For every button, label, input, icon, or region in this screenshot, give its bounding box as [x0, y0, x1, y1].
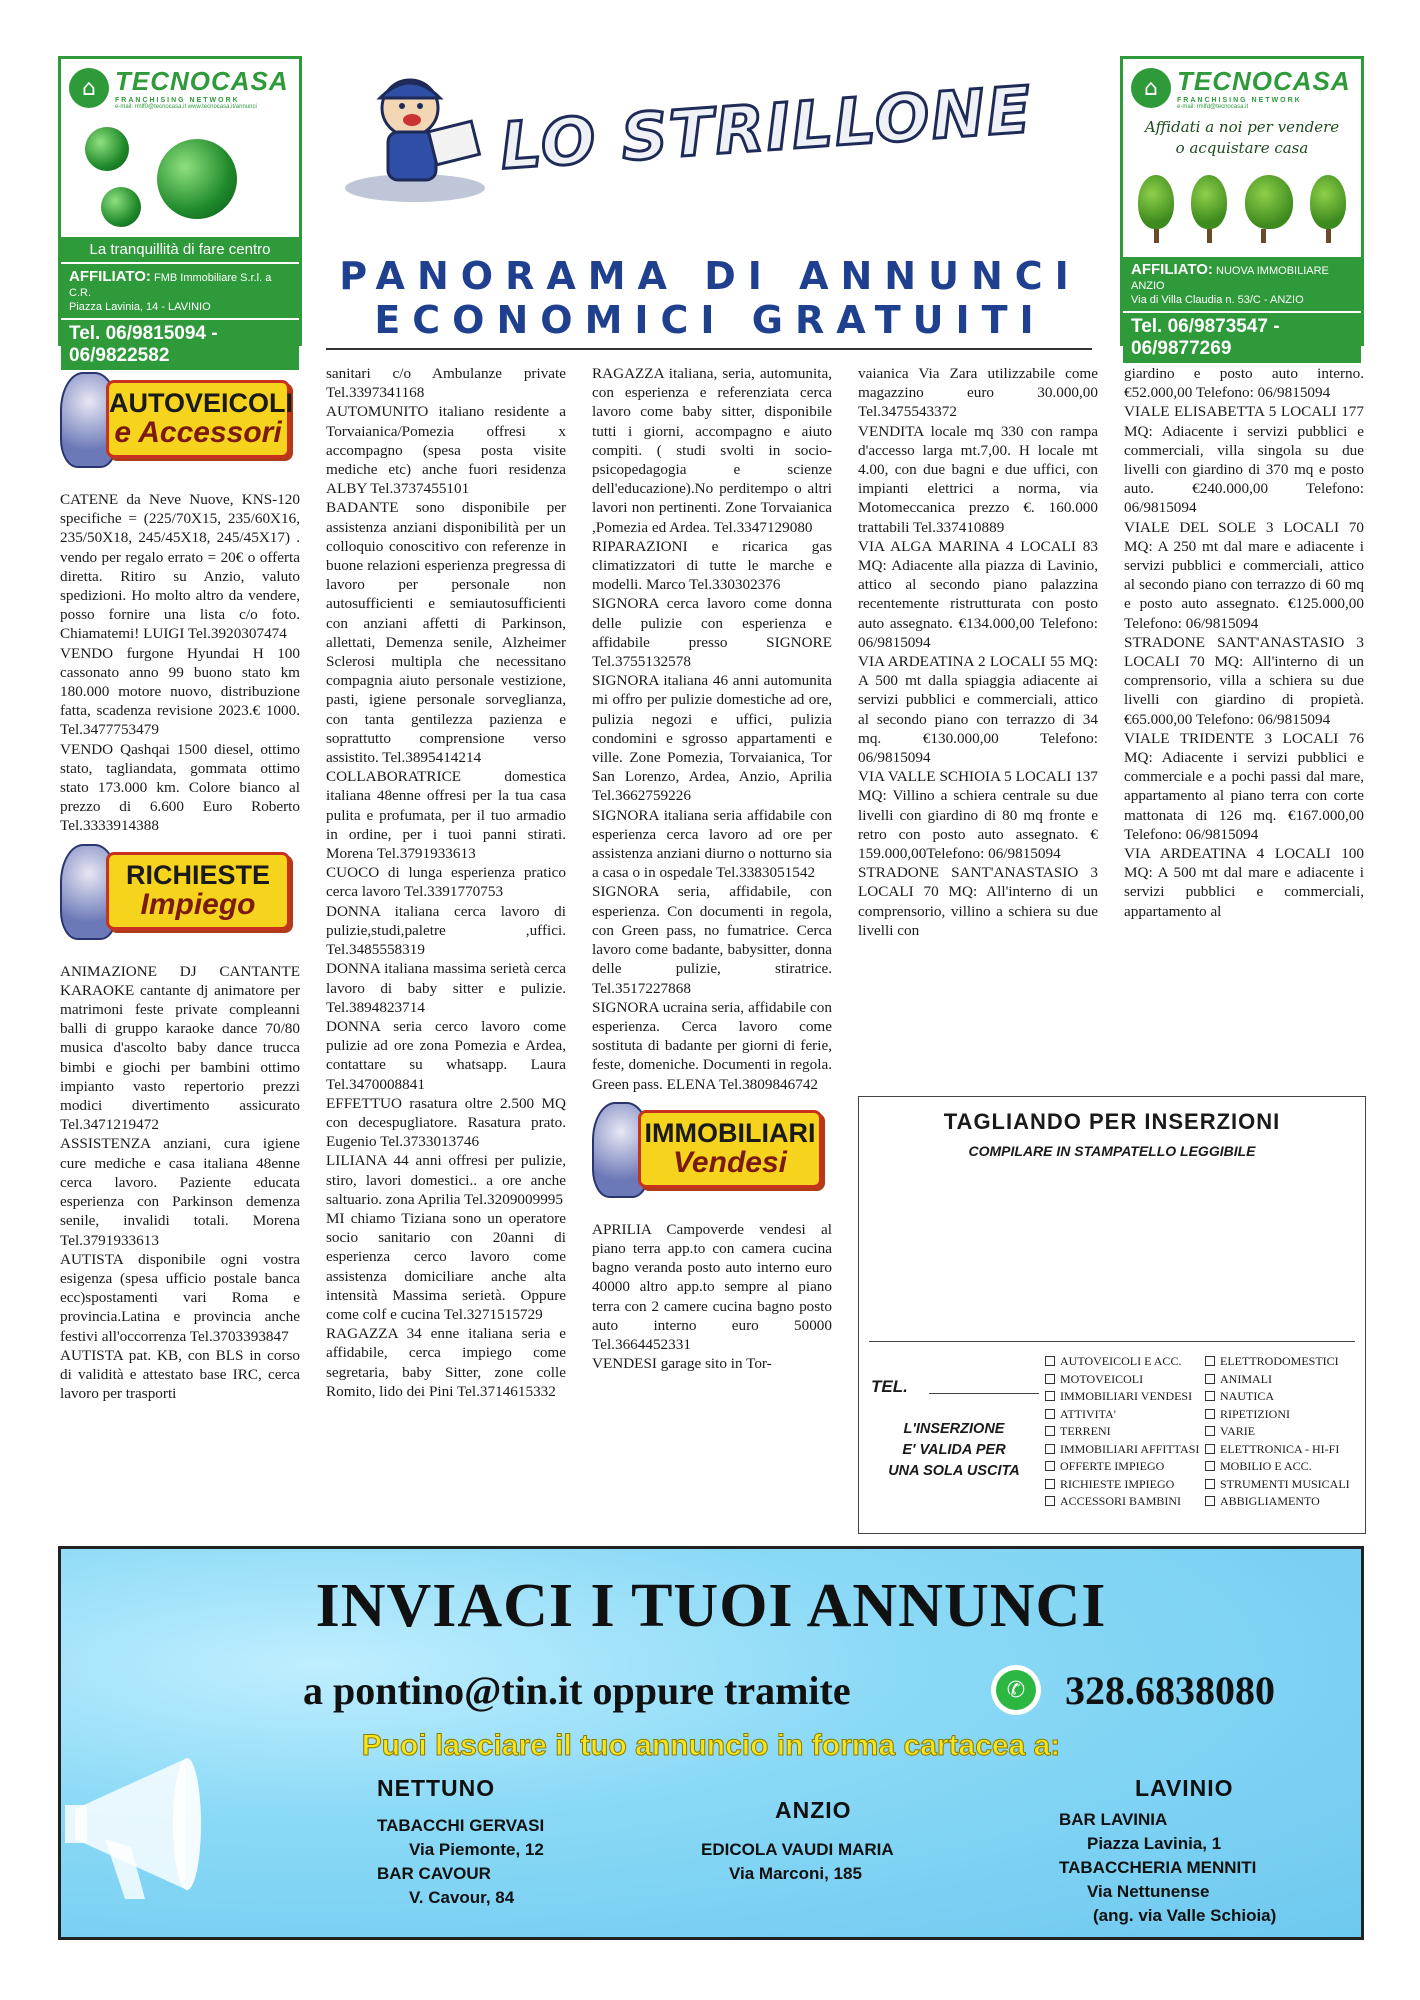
classified-ad: AUTOMUNITO italiano residente a Torvaianica/Pomezia offresi x accompagno (spesa posta visite mediche etc) anche fuori residenza ALBY Tel.3737455101 [326, 403, 566, 498]
classified-ad: STRADONE SANT'ANASTASIO 3 LOCALI 70 MQ: All'interno di un comprensorio, villino a schiera su due livelli con [858, 864, 1098, 939]
classified-ad: ANIMAZIONE DJ CANTANTE KARAOKE cantante dj animatore per matrimoni feste private compleanni balli di gruppo karaoke dance 70/80 musica d'ascolto baby dance trucca bimbi e giochi per bambini ottimo impianto vasto repertorio prezzi modici divertimento assicurato Tel.3471219472 [60, 962, 300, 1134]
classified-ad: SIGNORA italiana 46 anni automunita mi offro per pulizie domestiche ad ore, pulizia negozi e uffici, pulizia condomini e sgrosso appartamenti e ville. Zone Pomezia, Torvaianica, Tor San Lorenzo, Ardea, Anzio, Aprilia Tel.3662759226 [592, 672, 832, 805]
affiliate-label: AFFILIATO: [69, 268, 151, 285]
affiliate-name: NUOVA IMMOBILIARE ANZIO [1131, 265, 1329, 292]
classified-ad: SIGNORA cerca lavoro come donna delle pulizie con esperienza e affidabile presso SIGNORE Tel.3755132578 [592, 595, 832, 671]
classified-ad: RIPARAZIONI e ricarica gas climatizzatori di tutte le marche e modelli. Marco Tel.330302376 [592, 537, 832, 594]
classified-ad: COLLABORATRICE domestica italiana 48enne offresi per la tua casa pulita e profumata, per il tuo armadio in ordine, per i tuoi panni stirati. Morena Tel.3791933613 [326, 768, 566, 863]
house-logo-icon: ⌂ [1131, 68, 1171, 108]
classified-ad: AUTISTA disponibile ogni vostra esigenza (spesa ufficio postale banca ecc)spostamenti vari Roma e provincia.Latina e provincia anche festivi all'occorrenza Tel.3703393847 [60, 1250, 300, 1345]
category-auto [60, 370, 300, 482]
title-line-1: PANORAMA DI ANNUNCI [339, 254, 1081, 298]
classified-ad: MI chiamo Tiziana sono un operatore socio sanitario con 20anni di esperienza cerco lavoro come assistenza domiciliare anche alta intensità Massima serietà. Oppure come colf e cucina Tel.3271515729 [326, 1209, 566, 1323]
trees-image [1123, 159, 1361, 229]
whatsapp-icon: ✆ [991, 1665, 1041, 1715]
location-nettuno: NETTUNO TABACCHI GERVASI Via Piemonte, 12 BAR CAVOUR V. Cavour, 84 [377, 1775, 545, 1907]
category-checkbox[interactable]: MOBILIO E ACC. [1205, 1458, 1350, 1476]
classified-ad: VENDO furgone Hyundai H 100 cassonato anno 99 buono stato km 180.000 motore nuovo, distribuzione fatta, scadenza revisione 2023.€ 1000. Tel.3477753479 [60, 644, 300, 739]
banner-email-line[interactable]: a pontino@tin.it oppure tramite [303, 1668, 851, 1713]
tecnocasa-header [61, 59, 299, 117]
banner-title: INVIACI I TUOI ANNUNCI [315, 1572, 1107, 1640]
classified-ad: VIALE ELISABETTA 5 LOCALI 177 MQ: Adiacente i servizi pubblici e commerciali, villa singola su due livelli con giardino di 370 mq e posto auto. €240.000,00 Telefono: 06/9815094 [1124, 403, 1364, 517]
classified-ad: DONNA seria cerco lavoro come pulizie ad ore zona Pomezia e Ardea, contattare su whatsapp. Laura Tel.3470008841 [326, 1017, 566, 1093]
affiliate-label: AFFILIATO: [1131, 261, 1213, 278]
classified-ad: APRILIA Campoverde vendesi al piano terra app.to con camera cucina bagno veranda posto auto interno euro 40000 altro app.to sempre al piano terra con 2 camere cucina bagno posto auto interno euro 50000 Tel.3664452331 [592, 1220, 832, 1353]
category-checkbox[interactable]: VARIE [1205, 1423, 1350, 1441]
ad-tagline [1123, 117, 1361, 159]
brand-email: e-mail: rmlf0@tecnocasa.it www.tecnocasa.it/annunci [115, 104, 257, 110]
classified-ad: giardino e posto auto interno. €52.000,00 Telefono: 06/9815094 [1124, 365, 1364, 402]
classified-ad: DONNA italiana cerca lavoro di pulizie,studi,paletre ,uffici. Tel.3485558319 [326, 902, 566, 959]
tagline-line-2: o acquistare casa [1175, 139, 1309, 157]
column-5 [1124, 364, 1364, 1084]
classified-ad: VENDO Qashqai 1500 diesel, ottimo stato, tagliandata, gommata ottimo stato 173.000 km. Colore bianco al prezzo di 6.600 Euro Roberto Tel.3333914388 [60, 740, 300, 835]
tagline-line-1: Affidati a noi per vendere [1144, 118, 1340, 136]
category-checkbox[interactable]: ACCESSORI BAMBINI [1045, 1493, 1199, 1511]
category-checkbox[interactable]: IMMOBILIARI AFFITTASI [1045, 1441, 1199, 1459]
megaphone-icon [65, 1739, 265, 1909]
classified-ad: VIALE TRIDENTE 3 LOCALI 76 MQ: Adiacente i servizi pubblici e commerciale e a pochi passi dal mare, appartamento al piano terra con corte mattonata di 126 mq. €167.000,00 Telefono: 06/9815094 [1124, 729, 1364, 843]
classified-ad: SIGNORA italiana seria affidabile con esperienza cerca lavoro ad ore per assistenza anziani diurno o notturno sia a casa o in ospedale Tel.3383051542 [592, 806, 832, 882]
location-lavinio: LAVINIO BAR LAVINIA Piazza Lavinia, 1 TABACCHERIA MENNITI Via Nettunense (ang. via Valle Schioia) [1059, 1775, 1277, 1925]
slogan: La tranquillità di fare centro [61, 237, 299, 262]
banner-paper-line: Puoi lasciare il tuo annuncio in forma cartacea a: [361, 1729, 1061, 1762]
classified-ad: CATENE da Neve Nuove, KNS-120 specifiche = (225/70X15, 235/60X16, 235/50X18, 245/45X18, 245/45X17) . vendo per regalo errato = 20€ o offerta diretta. Ritiro su Anzio, valuto spedizioni. Ho molto altro da vendere, posso fornire una lista c/o foto. Chiamatemi! LUIGI Tel.3920307474 [60, 491, 300, 643]
category-label: IMMOBILIARI Vendesi [638, 1110, 822, 1188]
coupon-text-area[interactable] [869, 1341, 1355, 1342]
category-checkbox[interactable]: ABBIGLIAMENTO [1205, 1493, 1350, 1511]
category-checklist-2 [1205, 1353, 1350, 1511]
coupon-subtitle: COMPILARE IN STAMPATELLO LEGGIBILE [968, 1143, 1256, 1159]
column-2 [326, 364, 566, 1524]
category-checkbox[interactable]: IMMOBILIARI VENDESI [1045, 1388, 1199, 1406]
tecnocasa-ad-anzio [1120, 56, 1364, 360]
category-checkbox[interactable]: OFFERTE IMPIEGO [1045, 1458, 1199, 1476]
masthead [330, 58, 1090, 342]
classified-ad: STRADONE SANT'ANASTASIO 3 LOCALI 70 MQ: All'interno di un comprensorio, villa a schiera su due livelli con giardino di propietà. €65.000,00 Telefono: 06/9815094 [1124, 633, 1364, 728]
classified-ad: ASSISTENZA anziani, cura igiene cure mediche e casa italiana 48enne cerca lavoro. Paziente educata esperienza con Parkinson demenza senile, invalidi totali. Morena Tel.3791933613 [60, 1135, 300, 1249]
category-checklist-1 [1045, 1353, 1199, 1511]
classified-ad: RAGAZZA 34 enne italiana seria e affidabile, cerca impiego come segretaria, baby Sitter, zone colle Romito, lido dei Pini Tel.3714615332 [326, 1325, 566, 1400]
header-rule [326, 348, 1092, 350]
title-line-2: ECONOMICI GRATUITI [374, 298, 1046, 342]
affiliate-phones: Tel. 06/9873547 - 06/9877269 [1123, 311, 1361, 363]
category-checkbox[interactable]: ATTIVITA' [1045, 1406, 1199, 1424]
category-checkbox[interactable]: ANIMALI [1205, 1371, 1350, 1389]
classified-ad: SIGNORA ucraina seria, affidabile con esperienza. Cerca lavoro come sostituta di badante per giorni di ferie, feste, domeniche. Documenti in regola. Green pass. ELENA Tel.3809846742 [592, 998, 832, 1093]
classified-ad: EFFETTUO rasatura oltre 2.500 MQ con decespugliatore. Rasatura prato. Eugenio Tel.3733013746 [326, 1094, 566, 1151]
green-balls-image [61, 117, 299, 237]
classified-ad: sanitari c/o Ambulanze private Tel.3397341168 [326, 365, 566, 402]
brand-email: e-mail: rmlfd@tecnocasa.it [1177, 104, 1249, 110]
classified-ad: VIA ALGA MARINA 4 LOCALI 83 MQ: Adiacente alla piazza di Lavinio, attico al secondo piano palazzina recentemente ristrutturata con posto auto assegnato. €134.000,00 Telefono: 06/9815094 [858, 537, 1098, 651]
classified-ad: VIA ARDEATINA 4 LOCALI 100 MQ: A 500 mt dal mare e adiacente i servizi pubblici e commerciali, appartamento al [1124, 845, 1364, 920]
tecnocasa-header [1123, 59, 1361, 117]
classified-ad: DONNA italiana massima serietà cerca lavoro di baby sitter e pulizie. Tel.3894823714 [326, 960, 566, 1016]
ad-submission-coupon[interactable] [858, 1096, 1366, 1534]
classified-ad: AUTISTA pat. KB, con BLS in corso di validità e attestato base IRC, cerca lavoro per trasporti [60, 1346, 300, 1403]
category-checkbox[interactable]: TERRENI [1045, 1423, 1199, 1441]
classified-ad: VENDITA locale mq 330 con rampa d'accesso larga mt.7,00. H locale mt 4.00, con due bagni e due uffici, con impianti elettrici a norma, via Motomeccanica prezzo €. 160.000 trattabili Tel.337410889 [858, 422, 1098, 536]
coupon-validity-note: L'INSERZIONE E' VALIDA PER UNA SOLA USCITA [888, 1421, 1020, 1479]
category-label: RICHIESTE Impiego [106, 852, 290, 930]
classified-ad: SIGNORA seria, affidabile, con esperienza. Con documenti in regola, con Green pass, no fumatrice. Cerca lavoro come badante, babysitter, donna delle pulizie, stiratrice. Tel.3517227868 [592, 883, 832, 997]
coupon-tel-label: TEL. [871, 1377, 908, 1396]
classified-ad: vaianica Via Zara utilizzabile come magazzino euro 30.000,00 Tel.3475543372 [858, 365, 1098, 421]
category-checkbox[interactable]: ELETTRODOMESTICI [1205, 1353, 1350, 1371]
affiliate-info [1123, 255, 1361, 311]
classified-ad: VIA ARDEATINA 2 LOCALI 55 MQ: A 500 mt dalla spiaggia adiacente ai servizi pubblici e commerciali, attico al secondo piano con terrazzo di 34 mq. €130.000,00 Telefono: 06/9815094 [858, 653, 1098, 767]
affiliate-name: FMB Immobiliare S.r.l. a C.R. [69, 272, 272, 299]
newspaper-logo: LO STRILLONE [498, 73, 1035, 185]
column-3 [592, 364, 832, 1524]
category-label: AUTOVEICOLI e Accessori [106, 380, 290, 458]
category-checkbox[interactable]: MOTOVEICOLI [1045, 1371, 1199, 1389]
newsboy-mascot-icon [340, 68, 490, 208]
submit-ads-banner [58, 1546, 1364, 1940]
category-checkbox[interactable]: AUTOVEICOLI E ACC. [1045, 1353, 1199, 1371]
brand-network: FRANCHISING NETWORK [115, 97, 240, 104]
affiliate-info [61, 262, 299, 318]
location-anzio: ANZIO EDICOLA VAUDI MARIA Via Marconi, 185 [701, 1797, 894, 1883]
classified-ad: VIALE DEL SOLE 3 LOCALI 70 MQ: A 250 mt dal mare e adiacente i servizi pubblici e commerciali, attico al secondo piano con terrazzo di 60 mq e posto auto assegnato. €125.000,00 Telefono: 06/9815094 [1124, 518, 1364, 632]
classified-ad: VIA VALLE SCHIOIA 5 LOCALI 137 MQ: Villino a schiera centrale su due livelli con giardino di 80 mq fronte e retro con posto auto assegnato. € 159.000,00Telefono: 06/9815094 [858, 768, 1098, 863]
classified-ad: VENDESI garage sito in Tor- [592, 1355, 772, 1373]
tecnocasa-ad-lavinio [58, 56, 302, 367]
category-realestate [592, 1100, 832, 1212]
affiliate-address: Via di Villa Claudia n. 53/C - ANZIO [1131, 293, 1304, 306]
classified-ad: RAGAZZA italiana, seria, automunita, con esperienza e referenziata cerca lavoro come baby sitter, disponibile tutti i giorni, accompagno e aiuto compiti. ( studi svolti in socio-psicopedagogia e scienze dell'educazione).No perditempo o altri lavori non pertinenti. Zone Torvaianica ,Pomezia ed Ardea. Tel.3347129080 [592, 365, 832, 536]
category-jobs [60, 842, 300, 954]
category-checkbox[interactable]: RIPETIZIONI [1205, 1406, 1350, 1424]
category-checkbox[interactable]: ELETTRONICA - HI-FI [1205, 1441, 1350, 1459]
coupon-tel-field[interactable] [929, 1393, 1039, 1394]
brand-network: FRANCHISING NETWORK [1177, 97, 1302, 104]
affiliate-address: Piazza Lavinia, 14 - LAVINIO [69, 300, 211, 313]
house-logo-icon: ⌂ [69, 68, 109, 108]
classified-ad: CUOCO di lunga esperienza pratico cerca lavoro Tel.3391770753 [326, 864, 566, 901]
column-4 [858, 364, 1098, 1084]
coupon-title: TAGLIANDO PER INSERZIONI [943, 1109, 1281, 1134]
brand-name: TECNOCASA [115, 66, 289, 96]
category-checkbox[interactable]: RICHIESTE IMPIEGO [1045, 1476, 1199, 1494]
classified-ad: LILIANA 44 anni offresi per pulizie, stiro, lavori domestici.. a ore anche saltuario. zona Aprilia Tel.3209009995 [326, 1152, 566, 1208]
brand-name: TECNOCASA [1177, 66, 1351, 96]
category-checkbox[interactable]: NAUTICA [1205, 1388, 1350, 1406]
classified-ad: BADANTE sono disponibile per assistenza anziani disponibilità per un colloquio conoscitivo con referenze in buone relazioni esperienza pregressa di lavoro per personale non autosufficienti e semiautosufficienti con anziani affetti di Parkinson, allettati, Demenza senile, Alzheimer Sclerosi multipla che necessitano compagnia aiuto personale vestizione, pasti, igiene personale sorveglianza, con tanta gentilezza pazienza e soprattutto comprensione verso assistito. Tel.3895414214 [326, 499, 566, 767]
banner-phone[interactable]: 328.6838080 [1065, 1668, 1275, 1713]
category-checkbox[interactable]: STRUMENTI MUSICALI [1205, 1476, 1350, 1494]
affiliate-phones: Tel. 06/9815094 - 06/9822582 [61, 318, 299, 370]
